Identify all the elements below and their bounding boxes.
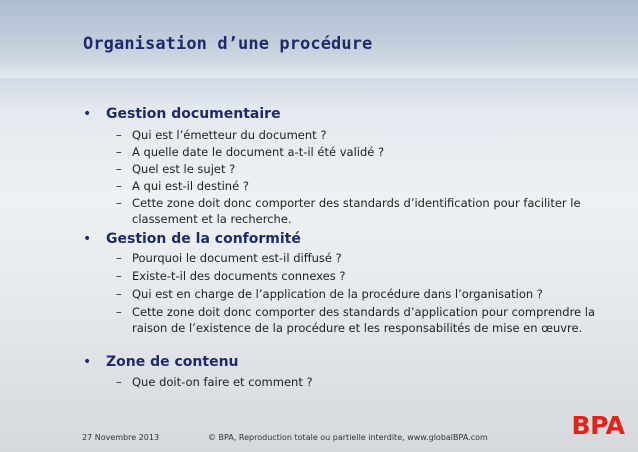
dash: –	[116, 179, 122, 193]
list-item-text: Existe-t-il des documents connexes ?	[132, 269, 346, 283]
dash: –	[116, 145, 122, 159]
list-item-text: Quel est le sujet ?	[132, 162, 236, 176]
section-heading: Zone de contenu	[106, 354, 239, 370]
dash: –	[116, 287, 122, 301]
bullet: •	[83, 354, 92, 370]
bullet: •	[83, 231, 92, 247]
dash: –	[116, 269, 122, 283]
bpa-logo	[566, 412, 630, 438]
dash: –	[116, 251, 122, 265]
footer-date: 27 Novembre 2013	[82, 433, 160, 442]
dash: –	[116, 162, 122, 176]
list-item-text: A qui est-il destiné ?	[132, 179, 249, 193]
dash: –	[116, 128, 122, 142]
list-item-text: Cette zone doit donc comporter des standards d’application pour comprendre la raison de l’existence de la procédure et les responsabilités de mise en œuvre.	[132, 305, 596, 335]
dash: –	[116, 375, 122, 389]
slide-title: Organisation d’une procédure	[83, 34, 373, 54]
list-item-text: Qui est en charge de l’application de la procédure dans l’organisation ?	[132, 287, 543, 301]
list-item-text: Qui est l’émetteur du document ?	[132, 128, 327, 142]
section-heading: Gestion documentaire	[106, 106, 281, 122]
footer-copyright: © BPA, Reproduction totale ou partielle interdite, www.globalBPA.com	[208, 433, 488, 442]
section-heading: Gestion de la conformité	[106, 231, 301, 247]
list-item-text: Pourquoi le document est-il diffusé ?	[132, 251, 342, 265]
dash: –	[116, 305, 122, 319]
bullet: •	[83, 106, 92, 122]
list-item-text: A quelle date le document a-t-il été validé ?	[132, 145, 385, 159]
bpa-logo-text: BPA	[571, 412, 625, 438]
list-item-text: Que doit-on faire et comment ?	[132, 375, 313, 389]
list-item-text: Cette zone doit donc comporter des standards d’identification pour faciliter le classement et la recherche.	[132, 196, 581, 226]
dash: –	[116, 196, 122, 210]
